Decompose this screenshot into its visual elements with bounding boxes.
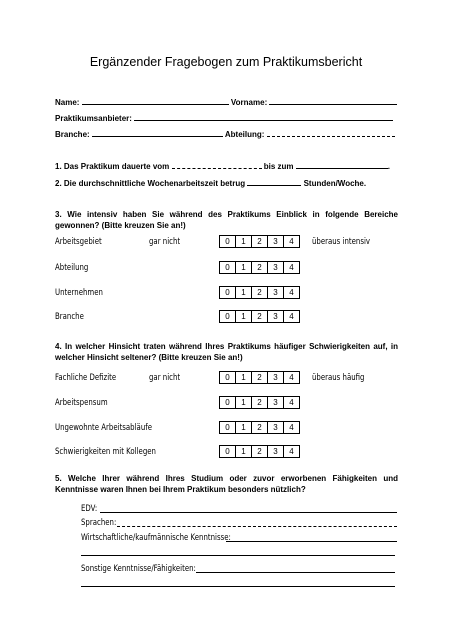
branche-label: Branche:	[55, 130, 90, 139]
page-title: Ergänzender Fragebogen zum Praktikumsbericht	[89, 55, 363, 69]
q2-hours-field[interactable]	[247, 178, 301, 186]
q4-scale-pensum	[219, 396, 300, 409]
scale-option[interactable]: 1	[236, 372, 252, 383]
q3-scale-branche	[219, 310, 300, 323]
abteilung-field[interactable]	[267, 129, 395, 137]
scale-option[interactable]: 1	[236, 397, 252, 408]
q3-question: 3. Wie intensiv haben Sie während des Praktikums Einblick in folgende Bereiche gewonnen? (Bitte kreuzen Sie an!)	[55, 210, 398, 230]
q5-question: 5. Welche Ihrer während Ihres Studium oder zuvor erworbenen Fähigkeiten und Kenntnisse waren Ihnen bei Ihrem Praktikum besonders nützlich?	[55, 474, 398, 494]
scale-option[interactable]: 4	[289, 447, 294, 456]
scale-option[interactable]: 3	[268, 287, 284, 298]
edv-row	[81, 504, 101, 514]
q3-item-label: Unternehmen	[55, 288, 103, 298]
q2-end-text: Stunden/Woche.	[303, 179, 367, 188]
sonstige-field[interactable]	[196, 572, 395, 573]
q4-item-label: Ungewohnte Arbeitsabläufe	[55, 423, 152, 433]
scale-option[interactable]: 1	[236, 422, 252, 433]
branche-row	[55, 129, 395, 139]
name-label: Name:	[55, 98, 80, 107]
anbieter-row	[55, 113, 393, 123]
q3-item-label: Branche	[55, 312, 84, 322]
branche-field[interactable]	[92, 129, 223, 137]
scale-option[interactable]: 1	[236, 311, 252, 322]
scale-option[interactable]: 2	[252, 236, 268, 247]
q4-low-label: gar nicht	[149, 373, 181, 383]
scale-option[interactable]: 4	[289, 312, 294, 321]
anbieter-field[interactable]	[134, 113, 393, 121]
q1-end-text: .	[387, 162, 390, 171]
q3-low-label: gar nicht	[149, 237, 181, 247]
scale-option[interactable]: 4	[289, 373, 294, 382]
scale-option[interactable]: 0	[220, 236, 236, 247]
abteilung-label: Abteilung:	[224, 130, 265, 139]
scale-option[interactable]: 0	[220, 397, 236, 408]
q3-scale-unternehmen	[219, 286, 300, 299]
scale-option[interactable]: 3	[268, 236, 284, 247]
scale-option[interactable]: 2	[252, 287, 268, 298]
scale-option[interactable]: 2	[252, 372, 268, 383]
scale-option[interactable]: 2	[252, 262, 268, 273]
q3-high-label: überaus intensiv	[312, 237, 371, 247]
q3-item-label: Arbeitsgebiet	[55, 237, 102, 247]
scale-option[interactable]: 3	[268, 422, 284, 433]
q1-mid-text: bis zum	[263, 162, 294, 171]
q1-text: 1. Das Praktikum dauerte vom	[55, 162, 170, 171]
edv-field[interactable]	[100, 512, 397, 513]
scale-option[interactable]: 2	[252, 397, 268, 408]
wirtschaft-field-line-2[interactable]	[81, 555, 395, 556]
scale-option[interactable]: 0	[220, 311, 236, 322]
q4-high-label: überaus häufig	[312, 373, 365, 383]
vorname-label: Vorname:	[230, 98, 268, 107]
q4-scale-kollegen	[219, 445, 300, 458]
sprachen-field[interactable]	[117, 526, 397, 527]
scale-option[interactable]: 1	[236, 287, 252, 298]
q4-scale-ablaeufe	[219, 421, 300, 434]
q4-scale-defizite	[219, 371, 300, 384]
scale-option[interactable]: 3	[268, 397, 284, 408]
wirtschaft-label: Wirtschaftliche/kaufmännische Kenntnisse:	[81, 533, 231, 543]
scale-option[interactable]: 1	[236, 262, 252, 273]
q3-scale-abteilung	[219, 261, 300, 274]
q4-item-label: Schwierigkeiten mit Kollegen	[55, 447, 156, 457]
q4-item-label: Fachliche Defizite	[55, 373, 117, 383]
scale-option[interactable]: 4	[289, 237, 294, 246]
name-field[interactable]	[82, 97, 229, 105]
scale-option[interactable]: 0	[220, 287, 236, 298]
scale-option[interactable]: 0	[220, 422, 236, 433]
scale-option[interactable]: 4	[289, 423, 294, 432]
scale-option[interactable]: 0	[220, 372, 236, 383]
sonstige-field-line-2[interactable]	[81, 586, 395, 587]
edv-label: EDV:	[81, 504, 98, 514]
q3-item-label: Abteilung	[55, 263, 89, 273]
scale-option[interactable]: 4	[289, 263, 294, 272]
wirtschaft-field[interactable]	[226, 541, 397, 542]
q4-question: 4. In welcher Hinsicht traten während Ihres Praktikums häufiger Schwierigkeiten auf, in welcher Hinsicht seltener? (Bitte kreuzen Sie an!)	[55, 342, 398, 362]
name-row	[55, 97, 397, 107]
scale-option[interactable]: 1	[236, 236, 252, 247]
scale-option[interactable]: 3	[268, 311, 284, 322]
scale-option[interactable]: 0	[220, 446, 236, 457]
scale-option[interactable]: 3	[268, 446, 284, 457]
scale-option[interactable]: 2	[252, 311, 268, 322]
anbieter-label: Praktikumsanbieter:	[55, 114, 132, 123]
scale-option[interactable]: 0	[220, 262, 236, 273]
scale-option[interactable]: 3	[268, 262, 284, 273]
scale-option[interactable]: 4	[289, 398, 294, 407]
q1-to-field[interactable]	[296, 161, 388, 169]
q1-from-field[interactable]	[172, 161, 262, 169]
scale-option[interactable]: 1	[236, 446, 252, 457]
sprachen-label: Sprachen:	[81, 518, 117, 528]
q2-row	[55, 178, 366, 188]
vorname-field[interactable]	[269, 97, 397, 105]
scale-option[interactable]: 3	[268, 372, 284, 383]
sonstige-label: Sonstige Kenntnisse/Fähigkeiten:	[81, 564, 196, 574]
q4-item-label: Arbeitspensum	[55, 398, 108, 408]
q3-scale-arbeitsgebiet	[219, 235, 300, 248]
q1-row	[55, 161, 390, 171]
scale-option[interactable]: 2	[252, 422, 268, 433]
scale-option[interactable]: 2	[252, 446, 268, 457]
scale-option[interactable]: 4	[289, 288, 294, 297]
q2-text: 2. Die durchschnittliche Wochenarbeitszeit betrug	[55, 179, 246, 188]
